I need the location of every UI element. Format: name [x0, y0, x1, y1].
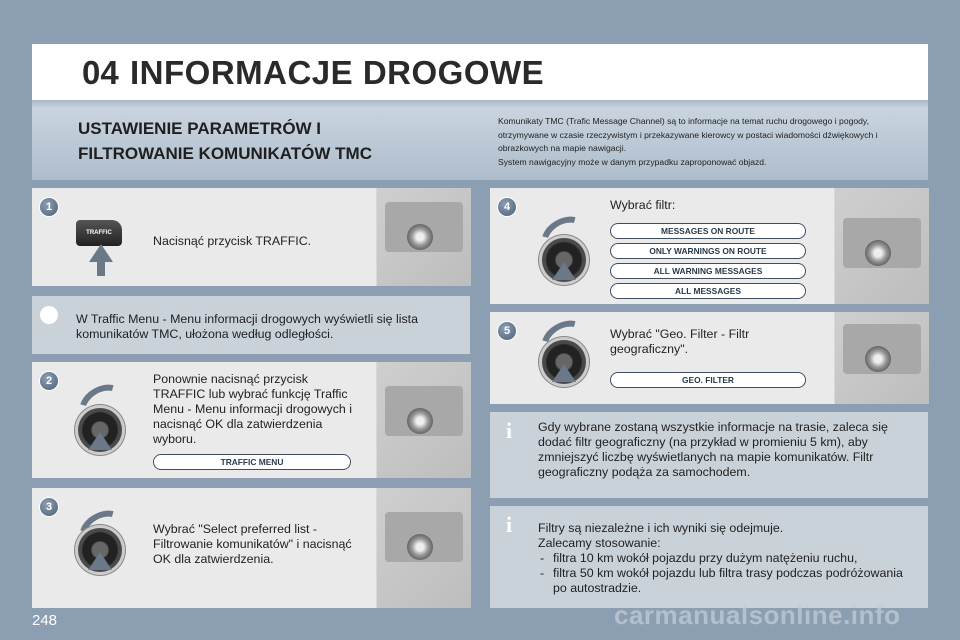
step-5-badge: 5: [498, 322, 516, 340]
list-item: - filtra 50 km wokół pojazdu lub filtra trasy podczas podróżowania po autostradzie.: [538, 566, 920, 596]
traffic-key-icon: TRAFFIC: [76, 220, 122, 246]
geo-filter-label: GEO. FILTER: [610, 372, 806, 388]
intro-text: [498, 115, 918, 169]
step-4-badge: 4: [498, 198, 516, 216]
step-1-badge: 1: [40, 198, 58, 216]
step-1-text: Nacisnąć przycisk TRAFFIC.: [153, 234, 312, 248]
filter-option-all-warning-messages: ALL WARNING MESSAGES: [610, 263, 806, 279]
recommendation-list: [538, 551, 920, 596]
step-2-photo: [376, 362, 471, 478]
info-icon: i: [505, 512, 513, 537]
step-3-badge: 3: [40, 498, 58, 516]
press-arrow-icon: [88, 432, 112, 450]
step-5-text: Wybrać "Geo. Filter - Filtr geograficzny".: [610, 327, 750, 356]
info-2-line-1: Filtry są niezależne i ich wyniki się odejmuje.: [538, 521, 784, 535]
list-item: - filtra 10 km wokół pojazdu przy dużym natężeniu ruchu,: [538, 551, 920, 566]
step-1-photo: [376, 188, 471, 286]
step-5-photo: [834, 312, 929, 404]
step-2-badge: 2: [40, 372, 58, 390]
filter-option-all-messages: ALL MESSAGES: [610, 283, 806, 299]
watermark: carmanualsonline.info: [614, 600, 901, 630]
press-arrow-icon: [89, 244, 113, 262]
step-4-text: Wybrać filtr:: [610, 198, 676, 212]
chapter-title: INFORMACJE DROGOWE: [130, 54, 545, 91]
intro-para-1: Komunikaty TMC (Trafic Message Channel) są to informacje na temat ruchu drogowego i pogody, otrzymywane w czasie rzeczywistym i przekazywane kierowcy w postaci wiadomości dźwiękowych i obrazkowych na mapie nawigacji.: [498, 116, 878, 154]
step-2-text: Ponownie nacisnąć przycisk TRAFFIC lub wybrać funkcję Traffic Menu - Menu informacji drogowych i nacisnąć OK dla zatwierdzenia wyboru.: [153, 372, 353, 446]
tip-sun-icon: [40, 306, 58, 324]
press-arrow-icon: [88, 552, 112, 570]
page-number: 248: [32, 612, 58, 629]
step-3-photo: [376, 488, 471, 608]
section-title-line2: FILTROWANIE KOMUNIKATÓW TMC: [78, 144, 372, 163]
step-3-text: Wybrać "Select preferred list - Filtrowanie komunikatów" i nacisnąć OK dla zatwierdzenia.: [153, 522, 352, 566]
info-2-line-2: Zalecamy stosowanie:: [538, 536, 661, 550]
header-stripe: [32, 100, 928, 108]
filter-option-only-warnings-on-route: ONLY WARNINGS ON ROUTE: [610, 243, 806, 259]
section-title-line1: USTAWIENIE PARAMETRÓW I: [78, 119, 322, 138]
info-2-text: [538, 521, 920, 596]
press-arrow-icon: [552, 364, 576, 382]
press-arrow-shaft: [97, 262, 105, 276]
intro-para-2: System nawigacyjny może w danym przypadku zaproponować objazd.: [498, 156, 767, 167]
filter-option-messages-on-route: MESSAGES ON ROUTE: [610, 223, 806, 239]
step-4-photo: [834, 188, 929, 304]
chapter-number: 04: [82, 54, 119, 91]
press-arrow-icon: [552, 262, 576, 280]
info-icon: i: [505, 418, 513, 443]
note-text: W Traffic Menu - Menu informacji drogowych wyświetli się lista komunikatów TMC, ułożona według odległości.: [76, 312, 418, 341]
traffic-menu-label: TRAFFIC MENU: [153, 454, 351, 470]
info-1-text: Gdy wybrane zostaną wszystkie informacje na trasie, zaleca się dodać filtr geograficzny (na przykład w promieniu 5 km), aby zmniejszyć liczbę wyświetlanych na mapie komunikatów. Filtr geograficzny podąża za samochodem.: [538, 420, 888, 479]
